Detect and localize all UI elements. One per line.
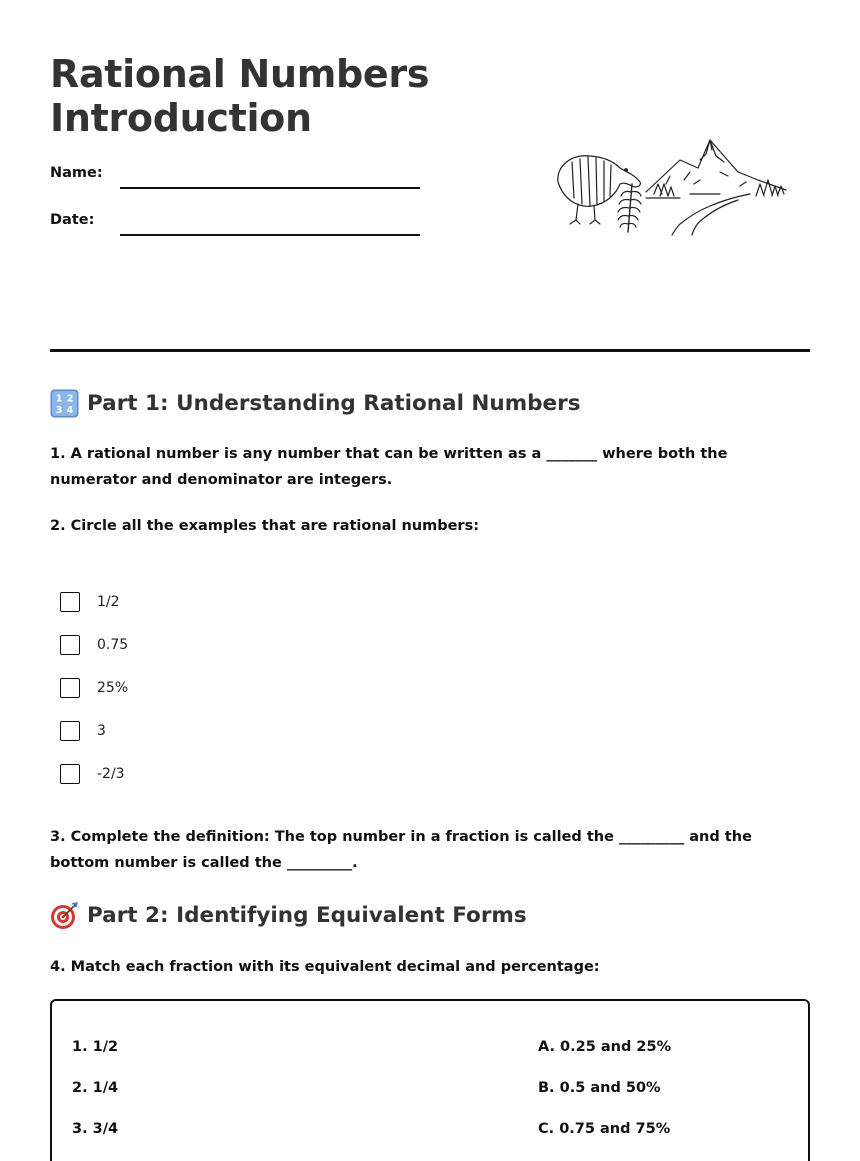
svg-text:2: 2 — [66, 393, 74, 405]
date-label: Date: — [50, 212, 95, 228]
checkbox[interactable] — [60, 721, 80, 741]
part2-heading-text: Part 2: Identifying Equivalent Forms — [87, 903, 527, 928]
svg-text:3: 3 — [55, 405, 63, 416]
fraction-item: 3. 3/4 — [72, 1121, 119, 1137]
equivalent-item: B. 0.5 and 50% — [538, 1080, 661, 1096]
question-1: 1. A rational number is any number that can be written as a _______ where both the numerator and denominator are integers. — [50, 446, 728, 488]
title-line-2: Introduction — [50, 96, 312, 140]
name-label: Name: — [50, 165, 103, 181]
equivalent-column — [538, 1039, 671, 1161]
equivalent-item: A. 0.25 and 25% — [538, 1039, 672, 1055]
option-label: -2/3 — [97, 765, 125, 782]
question-2: 2. Circle all the examples that are rational numbers: — [50, 518, 480, 534]
option-label: 0.75 — [97, 636, 129, 653]
option-item[interactable] — [60, 666, 360, 709]
option-label: 3 — [97, 722, 106, 739]
kiwi-bird-icon — [558, 156, 641, 207]
date-field-line[interactable] — [120, 234, 420, 236]
equivalent-item: C. 0.75 and 75% — [538, 1121, 671, 1137]
rational-examples-list — [60, 580, 360, 795]
mountain-icon — [646, 140, 786, 192]
worksheet-title — [50, 52, 429, 140]
checkbox[interactable] — [60, 764, 80, 784]
option-label: 1/2 — [97, 593, 120, 610]
question-4: 4. Match each fraction with its equivalent decimal and percentage: — [50, 959, 600, 975]
worksheet-page — [50, 0, 810, 1161]
target-icon — [50, 901, 79, 930]
svg-text:1: 1 — [55, 393, 63, 405]
option-item[interactable] — [60, 580, 360, 623]
question-3: 3. Complete the definition: The top number in a fraction is called the _________ and the bottom number is called the _________. — [50, 829, 752, 871]
title-line-1: Rational Numbers — [50, 52, 430, 96]
option-item[interactable] — [60, 623, 360, 666]
name-field-line[interactable] — [120, 187, 420, 189]
matching-box — [50, 999, 810, 1161]
fraction-item: 1. 1/2 — [72, 1039, 119, 1055]
option-item[interactable] — [60, 709, 360, 752]
fraction-column — [72, 1039, 118, 1161]
kiwi-mountain-illustration — [550, 132, 790, 236]
checkbox[interactable] — [60, 635, 80, 655]
section-divider — [50, 349, 810, 352]
option-item[interactable] — [60, 752, 360, 795]
part2-heading — [50, 901, 527, 930]
option-label: 25% — [97, 679, 129, 696]
input-numbers-icon — [50, 389, 79, 418]
checkbox[interactable] — [60, 678, 80, 698]
part1-heading — [50, 389, 581, 418]
svg-text:4: 4 — [66, 405, 74, 416]
part1-heading-text: Part 1: Understanding Rational Numbers — [87, 391, 581, 416]
checkbox[interactable] — [60, 592, 80, 612]
fraction-item: 2. 1/4 — [72, 1080, 119, 1096]
